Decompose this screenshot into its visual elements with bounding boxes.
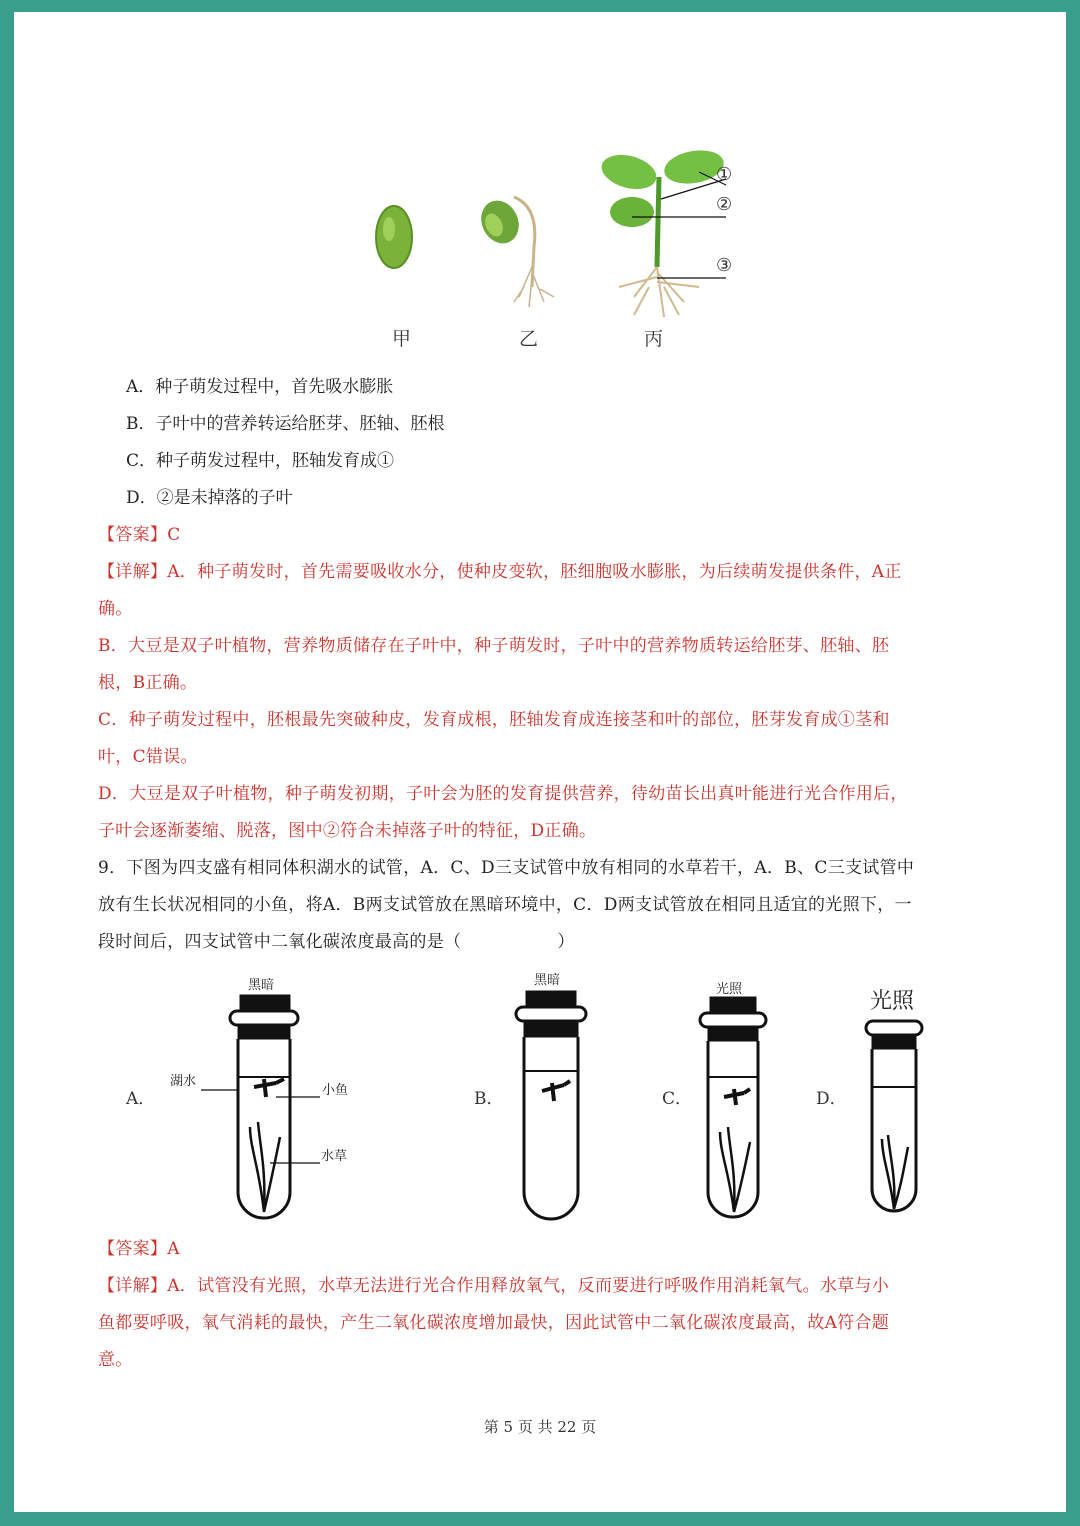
q9-answer	[98, 1234, 180, 1259]
tube-b	[516, 991, 586, 1219]
q9-line-3	[98, 927, 575, 952]
tube-d-condition: 光照	[870, 989, 915, 1014]
sprout-icon	[474, 194, 554, 307]
q9-explain-line-2: 鱼都要呼吸，氧气消耗的最快，产生二氧化碳浓度增加最快，因此试管中二氧化碳浓度最高，故A符合题	[98, 1313, 890, 1333]
label-bing: 丙	[644, 328, 664, 350]
document-page	[14, 12, 1066, 1512]
explain-text: A．种子萌发时，首先需要吸收水分，使种皮变软，胚细胞吸水膨胀，为后续萌发提供条件，A正	[167, 562, 902, 582]
q8-explain-line-2: 确。	[98, 599, 133, 619]
answer-tag: 【答案】	[98, 525, 168, 545]
label-jia: 甲	[392, 328, 412, 350]
explain-tag: 【详解】	[98, 562, 168, 582]
page-footer: 第 5 页 共 22 页	[483, 1418, 597, 1436]
option-a: A．种子萌发过程中，首先吸水膨胀	[126, 377, 394, 397]
close-paren: ）	[557, 932, 575, 952]
q9-explain-line-3: 意。	[98, 1350, 133, 1370]
q8-explain-line-6: 叶，C错误。	[98, 747, 198, 767]
tube-b-condition: 黑暗	[534, 973, 561, 988]
explain-text: A．试管没有光照，水草无法进行光合作用释放氧气，反而要进行呼吸作用消耗氧气。水草与小	[167, 1276, 890, 1296]
marker-3: ③	[716, 255, 733, 276]
seed-icon	[376, 206, 412, 268]
tube-d-letter: D．	[816, 1089, 847, 1109]
explain-tag: 【详解】	[98, 1276, 168, 1296]
q9-line-3-text: 段时间后，四支试管中二氧化碳浓度最高的是（	[98, 932, 462, 952]
answer-value: A	[167, 1239, 180, 1259]
marker-1: ①	[716, 164, 733, 185]
tube-c-letter: C．	[662, 1089, 693, 1109]
q8-explain-line-5: C．种子萌发过程中，胚根最先突破种皮，发育成根，胚轴发育成连接茎和叶的部位，胚芽发育成①茎和	[98, 710, 890, 730]
q8-explain-line-7: D．大豆是双子叶植物，种子萌发初期，子叶会为胚的发育提供营养，待幼苗长出真叶能进行光合作用后，	[98, 784, 908, 804]
q8-explain-line-8: 子叶会逐渐萎缩、脱落，图中②符合未掉落子叶的特征，D正确。	[98, 821, 597, 841]
tube-d	[866, 1021, 922, 1211]
tube-a	[201, 995, 320, 1218]
tube-b-letter: B．	[474, 1089, 504, 1109]
q9-line-2: 放有生长状况相同的小鱼，将A．B两支试管放在黑暗环境中，C．D两支试管放在相同且适宜的光照下，一	[98, 895, 912, 915]
tube-c-condition: 光照	[716, 982, 743, 997]
tube-a-letter: A．	[126, 1089, 156, 1109]
q9-explain-line-1	[98, 1271, 889, 1296]
label-lake-water: 湖水	[170, 1074, 197, 1089]
q8-explain-line-4: 根，B正确。	[98, 673, 198, 693]
q8-answer	[98, 520, 181, 545]
answer-tag: 【答案】	[98, 1239, 168, 1259]
tube-c	[700, 997, 766, 1217]
option-d: D．②是未掉落的子叶	[126, 488, 293, 508]
option-c: C．种子萌发过程中，胚轴发育成①	[126, 451, 395, 471]
label-water-plant: 水草	[321, 1149, 348, 1164]
q8-explain-line-1	[98, 557, 902, 582]
test-tubes-figure	[14, 987, 1066, 1237]
q8-explain-line-3: B．大豆是双子叶植物，营养物质储存在子叶中，种子萌发时，子叶中的营养物质转运给胚芽、胚轴、胚	[98, 636, 890, 656]
germination-figure	[364, 137, 754, 317]
label-fish: 小鱼	[322, 1083, 349, 1098]
answer-value: C	[167, 525, 181, 545]
option-b: B．子叶中的营养转运给胚芽、胚轴、胚根	[126, 414, 445, 434]
q9-line-1: 9．下图为四支盛有相同体积湖水的试管，A．C、D三支试管中放有相同的水草若干，A．B、C三支试管中	[98, 858, 915, 878]
seedling-icon	[598, 146, 727, 317]
label-yi: 乙	[519, 328, 539, 350]
tube-a-condition: 黑暗	[248, 978, 275, 993]
marker-2: ②	[716, 194, 733, 215]
